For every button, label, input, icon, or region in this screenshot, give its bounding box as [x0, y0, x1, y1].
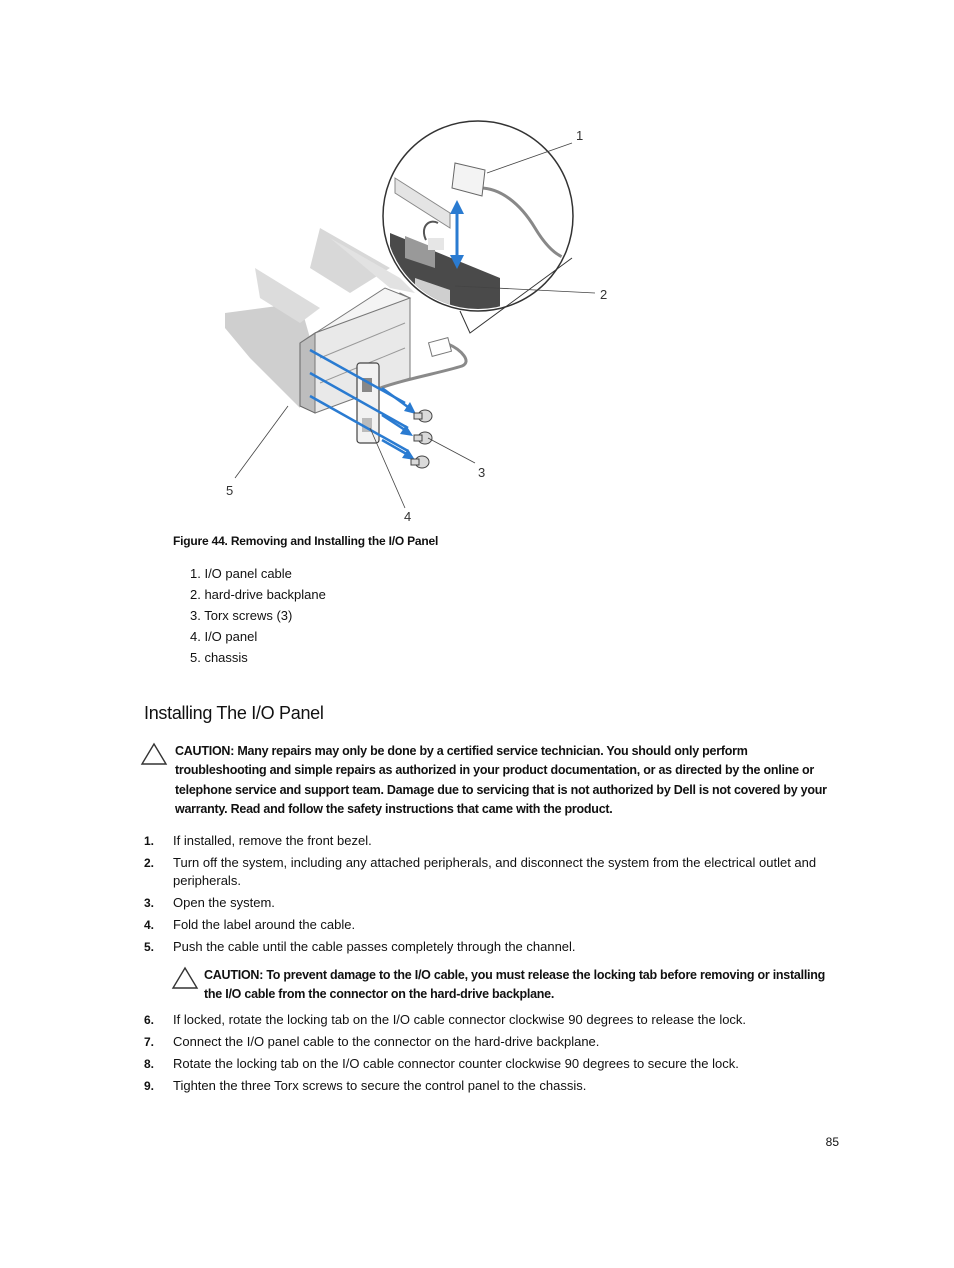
step-text: Connect the I/O panel cable to the connector on the hard-drive backplane.: [173, 1033, 600, 1049]
callout-2: 2: [600, 287, 608, 302]
step-item: [144, 938, 844, 956]
step-item: [144, 1055, 844, 1073]
step-number: 4.: [144, 918, 155, 932]
section-heading: Installing The I/O Panel: [144, 703, 324, 723]
step-item: [144, 1077, 844, 1095]
legend-item: 3. Torx screws (3): [190, 608, 293, 623]
step-item: [144, 1033, 844, 1051]
step-text: Push the cable until the cable passes completely through the channel.: [173, 939, 576, 954]
legend-item: 4. I/O panel: [190, 629, 258, 644]
caution-icon: [170, 966, 200, 990]
callout-3: 3: [478, 465, 486, 480]
step-item: [144, 1011, 844, 1029]
step-text: Tighten the three Torx screws to secure the control panel to the chassis.: [173, 1077, 587, 1093]
io-panel-illustration: [200, 118, 640, 528]
callout-5: 5: [226, 483, 234, 498]
step-number: 5.: [144, 940, 155, 954]
step-text: Open the system.: [173, 895, 275, 910]
caution-text-inline: CAUTION: To prevent damage to the I/O cable, you must release the locking tab before removing or installing the I/O cable from the connector on the hard-drive backplane.: [204, 968, 826, 1002]
step-text: If installed, remove the front bezel.: [173, 833, 372, 848]
step-text: Turn off the system, including any attached peripherals, and disconnect the system from the electrical outlet and peripherals.: [173, 855, 817, 888]
caution-icon: [140, 742, 168, 766]
step-number: 2.: [144, 856, 155, 870]
step-text: Fold the label around the cable.: [173, 917, 356, 932]
step-item: [144, 832, 844, 850]
step-number: 7.: [144, 1034, 155, 1049]
legend-item: 2. hard-drive backplane: [190, 587, 326, 602]
step-text: Rotate the locking tab on the I/O cable connector counter clockwise 90 degrees to secure the lock.: [173, 1055, 739, 1071]
figure-caption: Figure 44. Removing and Installing the I/O Panel: [173, 534, 439, 548]
callout-1: 1: [576, 128, 584, 143]
step-item: [144, 854, 844, 890]
callout-4: 4: [404, 509, 412, 524]
caution-note-main: [140, 742, 840, 819]
step-number: 8.: [144, 1056, 155, 1071]
caution-text-main: CAUTION: Many repairs may only be done by a certified service technician. You should only perform troubleshooting and simple repairs as authorized in your product documentation, or as directed by the online or telephone service and support team. Damage due to servicing that is not authorized by Dell is not covered by your warranty. Read and follow the safety instructions that came with the product.: [175, 744, 827, 816]
procedure-steps: [144, 832, 844, 1099]
caution-note-inline: [170, 966, 844, 1005]
step-number: 1.: [144, 834, 155, 848]
page-number: 85: [825, 1135, 839, 1149]
legend-item: 1. I/O panel cable: [190, 566, 292, 581]
step-item: [144, 894, 844, 912]
legend-item: 5. chassis: [190, 650, 248, 665]
step-text: If locked, rotate the locking tab on the I/O cable connector clockwise 90 degrees to release the lock.: [173, 1011, 747, 1027]
step-number: 3.: [144, 896, 155, 910]
step-number: 6.: [144, 1012, 155, 1027]
io-panel-figure: [200, 118, 640, 528]
figure-legend: [190, 563, 326, 668]
step-item: [144, 916, 844, 934]
step-number: 9.: [144, 1078, 155, 1093]
